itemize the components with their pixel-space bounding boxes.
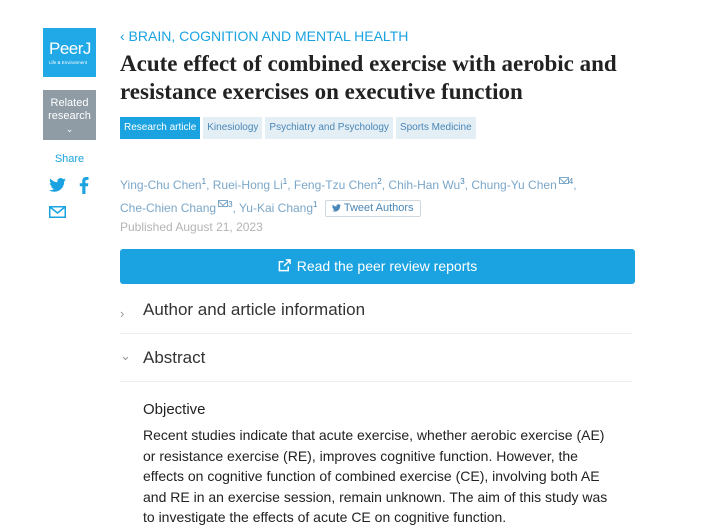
article-title: Acute effect of combined exercise with aerobic and resistance exercises on executive function (120, 51, 617, 104)
related-line1: Related (50, 97, 89, 109)
chevron-down-icon: ⌄ (120, 348, 131, 363)
share-label: Share (54, 153, 85, 165)
twitter-icon[interactable] (49, 178, 66, 192)
tweet-authors-button[interactable] (325, 200, 421, 217)
objective-paragraph: Recent studies indicate that acute exercise, whether aerobic exercise (AE) or resistance exercise (RE), improves cognitive function. However, the effects on cognitive function of combined exercise (CE), involving both AE and RE in an exercise session, remain unknown. The aim of this study was to investigate the effects of acute CE on cognitive function. (143, 427, 608, 525)
author-link[interactable]: Chih-Han Wu (388, 178, 461, 192)
corresponding-email-icon[interactable] (218, 200, 228, 207)
tag-sports-medicine[interactable]: Sports Medicine (396, 117, 476, 139)
tag-kinesiology[interactable]: Kinesiology (203, 117, 262, 139)
objective-heading: Objective (143, 401, 206, 418)
external-link-icon (278, 259, 291, 272)
author-link[interactable]: Feng-Tzu Chen (293, 178, 378, 192)
review-button-label: Read the peer review reports (296, 258, 478, 274)
author-affiliation: 3 (228, 200, 233, 209)
author-affiliation: 4 (568, 177, 574, 186)
tweet-authors-label: Tweet Authors (343, 202, 414, 214)
read-peer-review-button[interactable] (120, 249, 635, 284)
peerj-logo[interactable] (43, 28, 96, 77)
author-link[interactable]: Ying-Chu Chen (120, 178, 202, 192)
twitter-icon (332, 204, 341, 212)
related-line2: research (48, 110, 91, 122)
tag-research-article[interactable]: Research article (120, 117, 200, 139)
published-date: Published August 21, 2023 (120, 220, 263, 234)
author-link[interactable]: Chung-Yu Chen (471, 178, 557, 192)
chevron-right-icon: › (120, 306, 125, 321)
tag-psychiatry-psychology[interactable]: Psychiatry and Psychology (265, 117, 393, 139)
email-icon[interactable] (49, 206, 66, 218)
chevron-down-icon: ⌄ (65, 124, 74, 134)
facebook-icon[interactable] (79, 177, 89, 194)
author-link[interactable]: Ruei-Hong Li (212, 178, 283, 192)
breadcrumb[interactable]: ‹ BRAIN, COGNITION AND MENTAL HEALTH (120, 28, 409, 44)
author-info-heading: Author and article information (143, 300, 366, 319)
logo-tagline: Life & Environment (49, 60, 88, 65)
abstract-section-toggle[interactable] (120, 344, 632, 382)
author-affiliation: 1 (313, 200, 318, 209)
logo-wordmark: PeerJ (49, 39, 91, 58)
author-affiliation: 1 (282, 177, 288, 186)
author-link[interactable]: Che-Chien Chang (120, 201, 217, 215)
related-research-button[interactable] (43, 90, 96, 140)
author-list: Ying-Chu Chen$^1$, Ruei-Hong Li$^1$, Feng-Tzu Chen$^2$, Chih-Han Wu$^3$, Chung-Yu Chen $^4$, Che-Chien Chang $^3$, Yu-Kai Chang$^1$ Tweet Authors (120, 177, 577, 215)
article-tags (120, 117, 476, 139)
author-affiliation: 1 (201, 177, 207, 186)
author-link[interactable]: Yu-Kai Chang (238, 201, 314, 215)
corresponding-email-icon[interactable] (559, 177, 569, 184)
abstract-heading: Abstract (143, 348, 206, 367)
author-affiliation: 2 (377, 177, 382, 186)
author-affiliation: 3 (460, 177, 465, 186)
author-info-section-toggle[interactable] (120, 296, 632, 334)
